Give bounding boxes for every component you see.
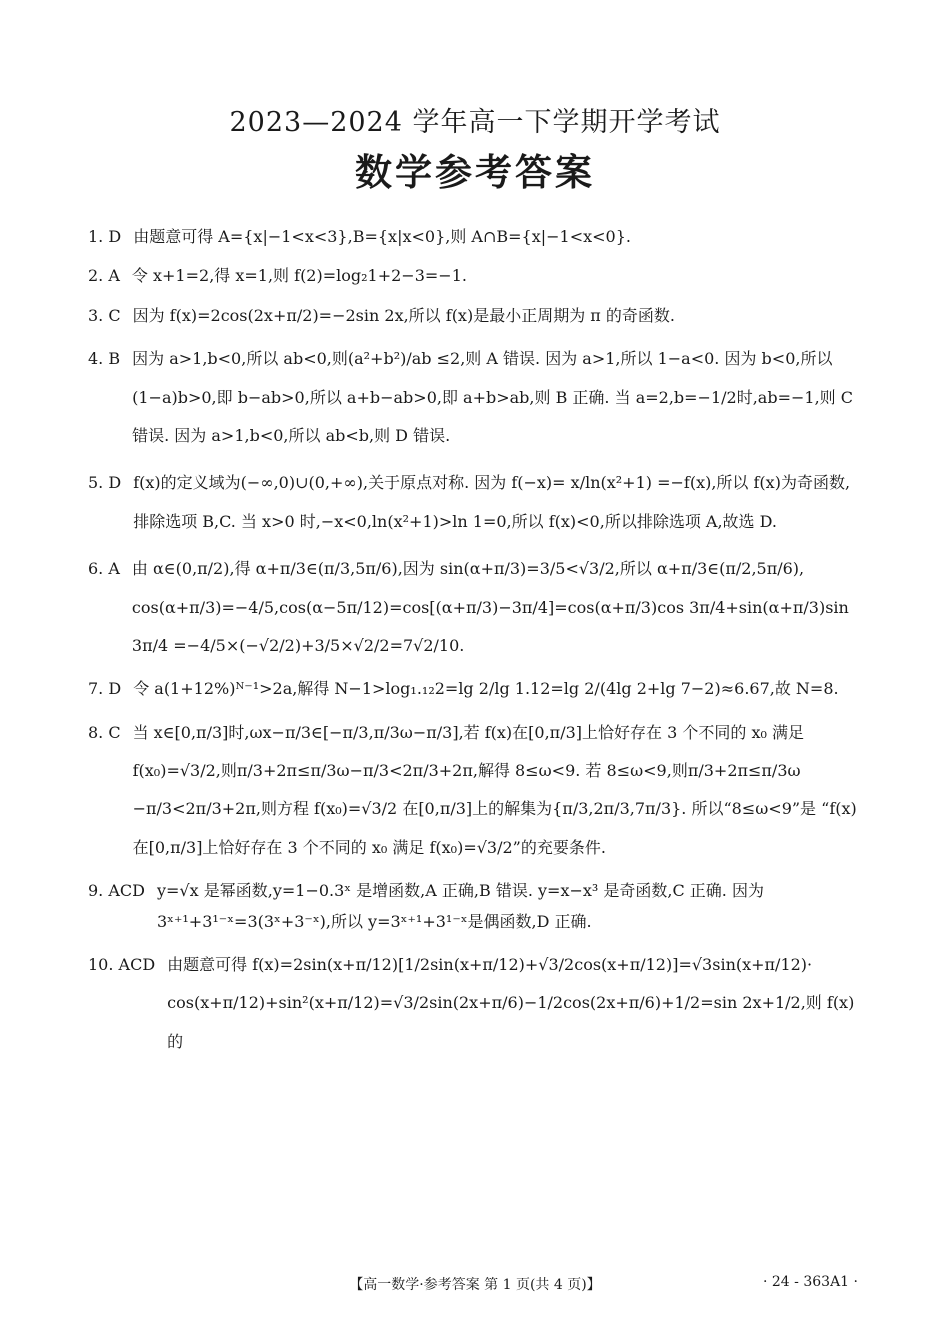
answer-text: 由 α∈(0,π/2),得 α+π/3∈(π/3,5π/6),因为 sin(α+π/3)=3/5<√3/2,所以 α+π/3∈(π/2,5π/6), cos(α+π/3)=−4/5,cos(α−5π/12)=cos[(α+π/3)−3π/4]=cos(α+π/3)cos 3π/4+sin(α+π/3)sin 3π/4 =−4/5×(−√2/2)+3/5×√2/2=7√2/10. [131, 559, 849, 655]
answer-number: 4. B [88, 349, 121, 369]
answer-item-3 [88, 301, 862, 331]
answer-number: 6. A [88, 559, 120, 579]
answer-item-6 [88, 550, 862, 665]
answer-text: 当 x∈[0,π/3]时,ωx−π/3∈[−π/3,π/3ω−π/3],若 f(x)在[0,π/3]上恰好存在 3 个不同的 x₀ 满足 f(x₀)=√3/2,则π/3+2π≤π/3ω−π/3<2π/3+2π,解得 8≤ω<9. 若 8≤ω<9,则π/3+2π≤π/3ω −π/3<2π/3+2π,则方程 f(x₀)=√3/2 在[0,π/3]上的解集为{π/3,2π/3,7π/3}. 所以“8≤ω<9”是 “f(x)在[0,π/3]上恰好存在 3 个不同的 x₀ 满足 f(x₀)=√3/2”的充要条件. [132, 722, 857, 857]
answer-number: 5. D [88, 473, 122, 493]
answer-item-1 [88, 222, 862, 252]
answer-number: 10. ACD [88, 955, 156, 975]
answer-title: 数学参考答案 [355, 150, 595, 194]
answer-item-9 [88, 876, 862, 937]
answer-number: 8. C [88, 722, 121, 742]
answer-text: 因为 f(x)=2cos(2x+π/2)=−2sin 2x,所以 f(x)是最小正周期为 π 的奇函数. [132, 305, 675, 325]
answer-text: y=√x 是幂函数,y=1−0.3ˣ 是增函数,A 正确,B 错误. y=x−x³ 是奇函数,C 正确. 因为 3ˣ⁺¹+3¹⁻ˣ=3(3ˣ+3⁻ˣ),所以 y=3ˣ⁺¹+3¹⁻ˣ是偶函数,D 正确. [156, 881, 764, 931]
answer-item-7 [88, 674, 862, 704]
answer-number: 1. D [88, 227, 122, 246]
answer-item-4 [88, 340, 862, 455]
answer-list [88, 222, 862, 1070]
answer-number: 2. A [88, 266, 120, 286]
answer-number: 7. D [88, 679, 122, 699]
answer-text: 由题意可得 f(x)=2sin(x+π/12)[1/2sin(x+π/12)+√3/2cos(x+π/12)]=√3sin(x+π/12)· cos(x+π/12)+sin²(x+π/12)=√3/2sin(2x+π/6)−1/2cos(2x+π/6)+1/2=sin 2x+1/2,则 f(x)的 [167, 955, 855, 1051]
answer-number: 9. ACD [88, 881, 145, 901]
answer-text: f(x)的定义域为(−∞,0)∪(0,+∞),关于原点对称. 因为 f(−x)= x/ln(x²+1) =−f(x),所以 f(x)为奇函数,排除选项 B,C. 当 x>0 时,−x<0,ln(x²+1)>ln 1=0,所以 f(x)<0,所以排除选项 A,故选 D. [133, 473, 851, 531]
answer-item-2 [88, 261, 862, 291]
answer-item-10 [88, 946, 862, 1061]
answer-text: 因为 a>1,b<0,所以 ab<0,则(a²+b²)/ab ≤2,则 A 错误. 因为 a>1,所以 1−a<0. 因为 b<0,所以(1−a)b>0,即 b−ab>0,所以 a+b−ab>0,即 a+b>ab,则 B 正确. 当 a=2,b=−1/2时,ab=−1,则 C 错误. 因为 a>1,b<0,所以 ab<b,则 D 错误. [132, 349, 853, 445]
answer-item-8 [88, 714, 862, 868]
footer-page-info: 【高一数学·参考答案 第 1 页(共 4 页)】 [349, 1277, 601, 1293]
exam-title: 2023—2024 学年高一下学期开学考试 [229, 107, 721, 138]
footer-code: · 24 - 363A1 · [763, 1274, 858, 1290]
answer-number: 3. C [88, 305, 121, 325]
answer-text: 令 x+1=2,得 x=1,则 f(2)=log₂1+2−3=−1. [131, 266, 467, 286]
answer-text: 由题意可得 A={x|−1<x<3},B={x|x<0},则 A∩B={x|−1<x<0}. [133, 227, 632, 246]
answer-item-5 [88, 464, 862, 541]
answer-text: 令 a(1+12%)ᴺ⁻¹>2a,解得 N−1>log₁.₁₂2=lg 2/lg 1.12=lg 2/(4lg 2+lg 7−2)≈6.67,故 N=8. [133, 679, 839, 699]
